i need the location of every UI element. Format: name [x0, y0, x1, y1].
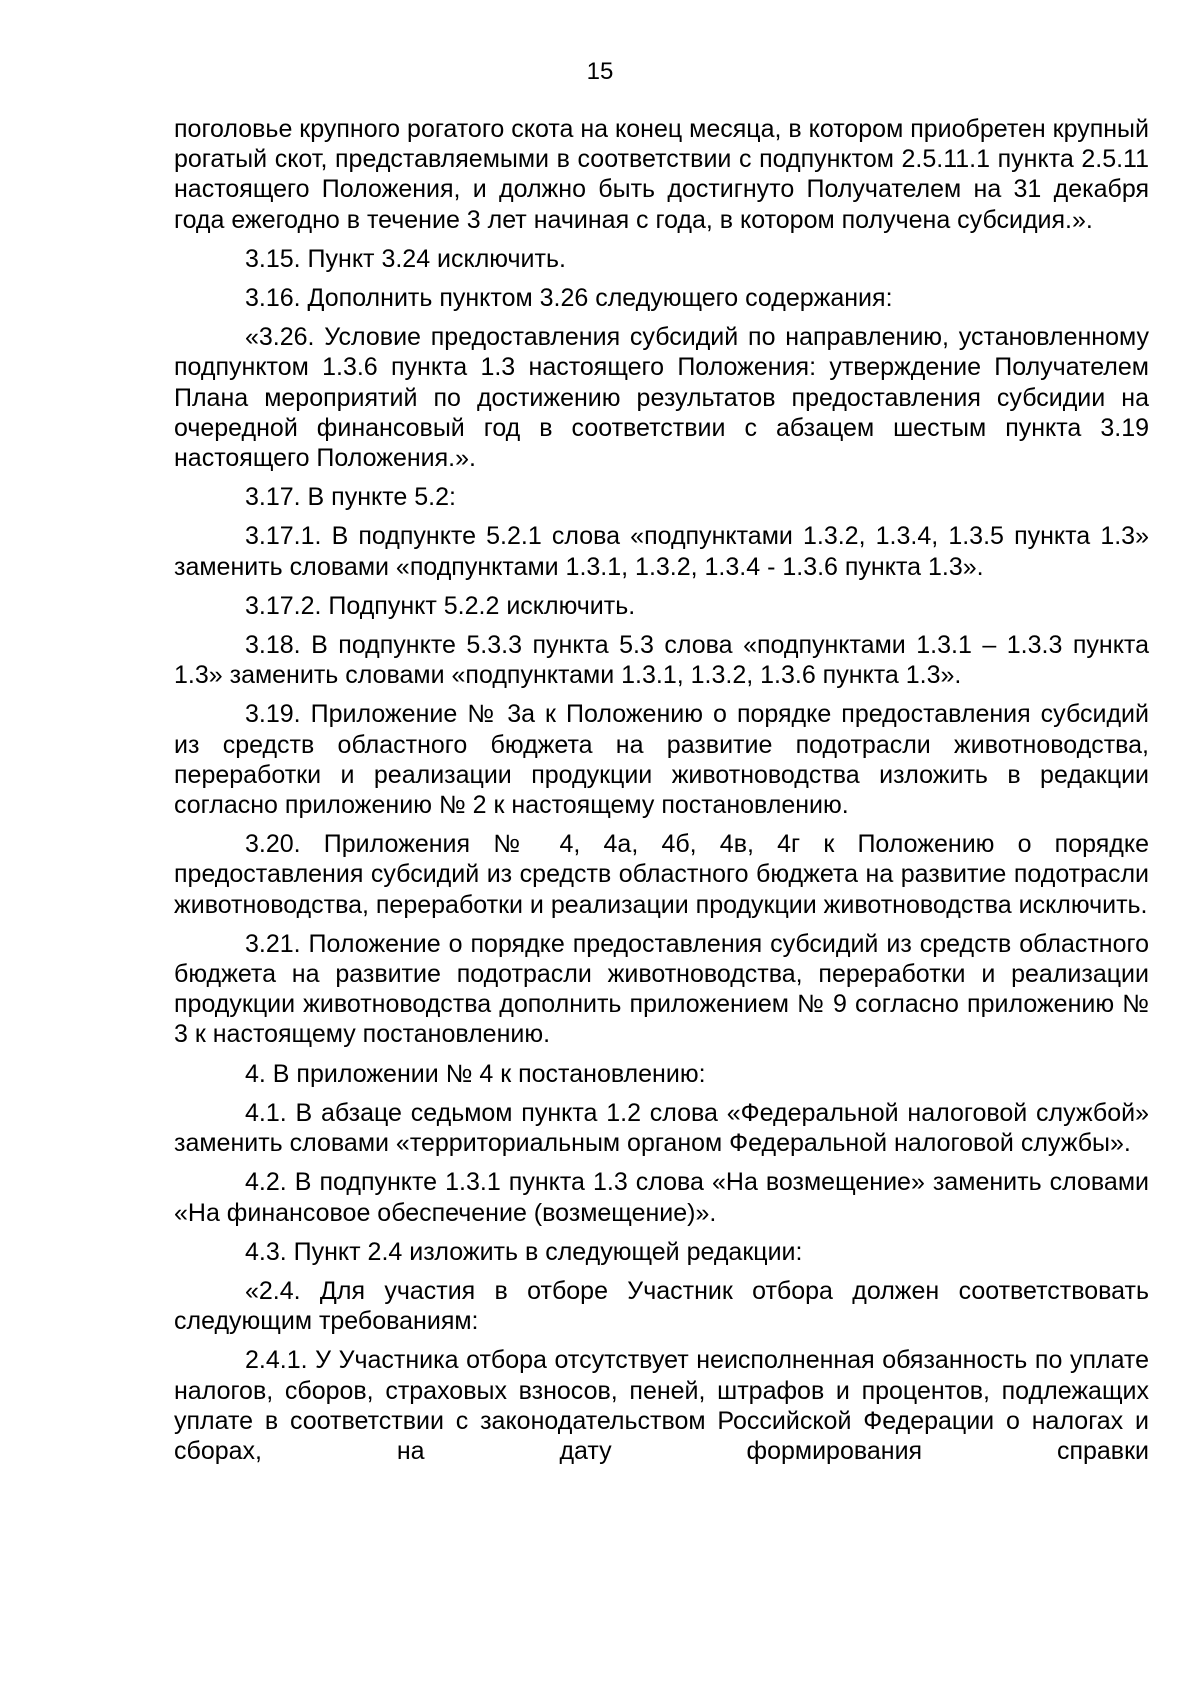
paragraph-4-3: 4.3. Пункт 2.4 изложить в следующей редакции: — [245, 1237, 803, 1266]
paragraph-continuation: поголовье крупного рогатого скота на конец месяца, в котором приобретен крупный рогатый скот, представляемыми в соответствии с подпунктом 2.5.11.1 пункта 2.5.11 настоящего Положения, и должно быть достигнуто Получателем на 31 декабря года ежегодно в течение 3 лет начиная с года, в котором получена субсидия.». — [174, 115, 1149, 234]
paragraph-3-15: 3.15. Пункт 3.24 исключить. — [245, 244, 566, 273]
paragraph-3-17: 3.17. В пункте 5.2: — [245, 483, 456, 512]
paragraph-4-1: 4.1. В абзаце седьмом пункта 1.2 слова «Федеральной налоговой службой» заменить словами «территориальным органом Федеральной налоговой службы». — [174, 1098, 1149, 1158]
paragraph-3-20: 3.20. Приложения № 4, 4а, 4б, 4в, 4г к Положению о порядке предоставления субсидий из средств областного бюджета на развитие подотрасли животноводства, переработки и реализации продукции животноводства исключить. — [174, 830, 1149, 919]
paragraph-3-18: 3.18. В подпункте 5.3.3 пункта 5.3 слова «подпунктами 1.3.1 – 1.3.3 пункта 1.3» заменить словами «подпунктами 1.3.1, 1.3.2, 1.3.6 пункта 1.3». — [174, 631, 1149, 690]
document-body — [174, 114, 1149, 1475]
paragraph-3-16: 3.16. Дополнить пунктом 3.26 следующего содержания: — [245, 284, 893, 313]
page-number: 15 — [586, 58, 614, 85]
paragraph-3-17-2: 3.17.2. Подпункт 5.2.2 исключить. — [245, 591, 636, 620]
paragraph-4: 4. В приложении № 4 к постановлению: — [245, 1059, 706, 1088]
paragraph-2-4-1: 2.4.1. У Участника отбора отсутствует неисполненная обязанность по уплате налогов, сборов, страховых взносов, пеней, штрафов и процентов, подлежащих уплате в соответствии с законодательством Российской Федерации о налогах и сборах, на дату формирования справки — [174, 1346, 1149, 1465]
paragraph-3-19: 3.19. Приложение № 3а к Положению о порядке предоставления субсидий из средств областного бюджета на развитие подотрасли животноводства, переработки и реализации продукции животноводства изложить в редакции согласно приложению № 2 к настоящему постановлению. — [174, 700, 1149, 820]
paragraph-3-17-1: 3.17.1. В подпункте 5.2.1 слова «подпунктами 1.3.2, 1.3.4, 1.3.5 пункта 1.3» заменить словами «подпунктами 1.3.1, 1.3.2, 1.3.4 - 1.3.6 пункта 1.3». — [174, 522, 1149, 581]
paragraph-2-4: «2.4. Для участия в отборе Участник отбора должен соответствовать следующим требованиям: — [174, 1276, 1149, 1336]
paragraph-3-21: 3.21. Положение о порядке предоставления субсидий из средств областного бюджета на развитие подотрасли животноводства, переработки и реализации продукции животноводства дополнить приложением № 9 согласно приложению № 3 к настоящему постановлению. — [174, 929, 1149, 1049]
paragraph-4-2: 4.2. В подпункте 1.3.1 пункта 1.3 слова «На возмещение» заменить словами «На финансовое обеспечение (возмещение)». — [174, 1168, 1149, 1227]
paragraph-3-26: «3.26. Условие предоставления субсидий по направлению, установленному подпунктом 1.3.6 пункта 1.3 настоящего Положения: утверждение Получателем Плана мероприятий по достижению результатов предоставления субсидии на очередной финансовый год в соответствии с абзацем шестым пункта 3.19 настоящего Положения.». — [174, 323, 1149, 473]
